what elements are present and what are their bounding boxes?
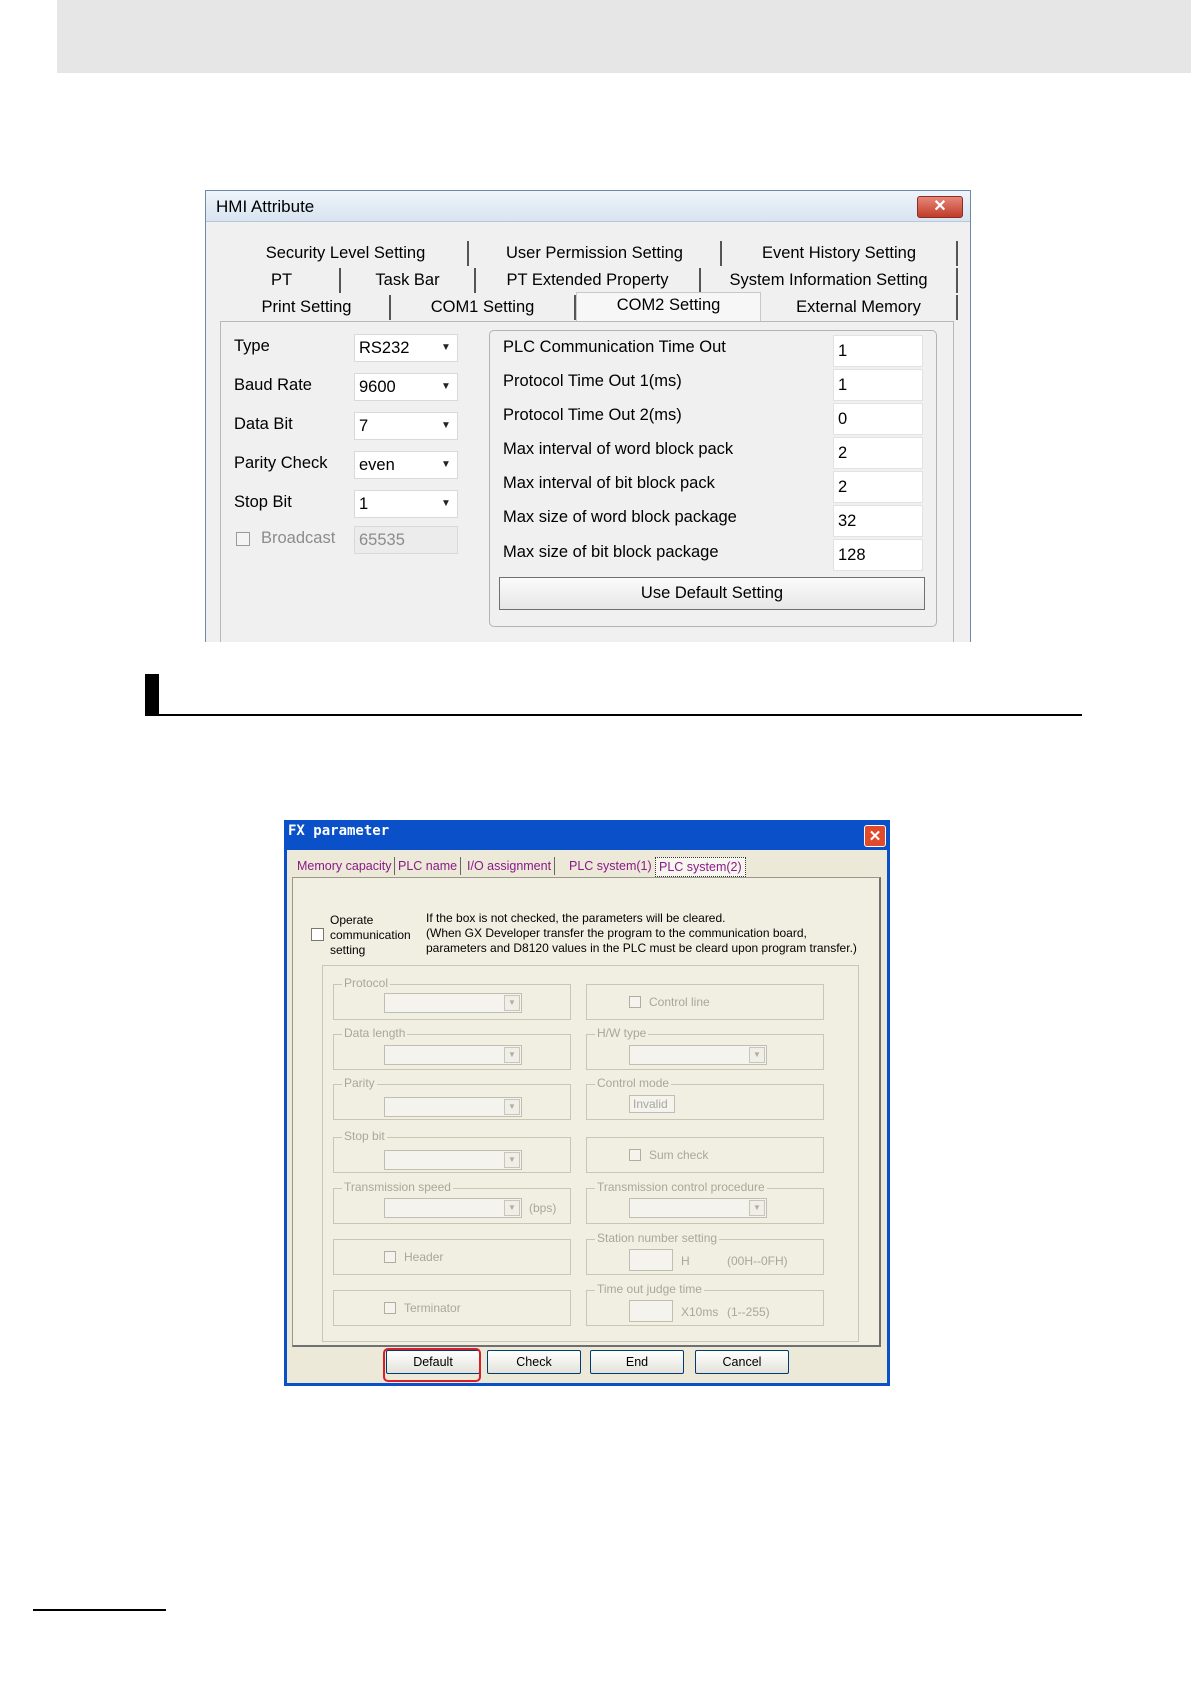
timeout-judge-input — [629, 1300, 673, 1322]
sum-check-group — [586, 1137, 824, 1173]
transmission-speed-group — [333, 1180, 571, 1224]
data-bit-value: 7 — [359, 417, 369, 435]
chevron-down-icon[interactable]: ▼ — [441, 342, 451, 353]
section-heading-marker — [145, 674, 159, 716]
hw-type-label: H/W type — [597, 1026, 647, 1040]
tab-plc-name[interactable]: PLC name — [395, 857, 461, 875]
note-line: parameters and D8120 values in the PLC must be cleard upon program transfer.) — [426, 941, 857, 955]
note-line: If the box is not checked, the parameters will be cleared. — [426, 911, 726, 925]
parity-check-value: even — [359, 456, 395, 474]
tab-event-history-setting[interactable]: Event History Setting — [722, 241, 958, 266]
plc-comm-timeout-input[interactable]: 1 — [833, 335, 923, 367]
tab-print-setting[interactable]: Print Setting — [224, 295, 391, 320]
sum-check-label: Sum check — [649, 1148, 709, 1162]
end-button[interactable]: End — [590, 1350, 684, 1374]
stop-bit-label: Stop Bit — [234, 493, 292, 511]
station-number-group — [586, 1231, 824, 1275]
transmission-speed-select — [384, 1198, 522, 1218]
parity-label: Parity — [344, 1076, 375, 1090]
baud-rate-label: Baud Rate — [234, 376, 312, 394]
broadcast-field — [354, 526, 458, 554]
tab-system-information-setting[interactable]: System Information Setting — [701, 268, 958, 293]
control-mode-label: Control mode — [597, 1076, 670, 1090]
max-size-bit-input[interactable]: 128 — [833, 539, 923, 571]
fx-window-body — [287, 850, 887, 1383]
tab-pt-extended-property[interactable]: PT Extended Property — [476, 268, 701, 293]
tab-external-memory[interactable]: External Memory — [761, 295, 958, 320]
section-heading-rule — [145, 714, 1082, 716]
hmi-title-bar — [206, 191, 970, 222]
max-size-word-label: Max size of word block package — [503, 508, 737, 526]
data-length-select — [384, 1045, 522, 1065]
chevron-down-icon: ▼ — [504, 1047, 520, 1063]
protocol-timeout-1-input[interactable]: 1 — [833, 369, 923, 401]
sum-check-checkbox — [629, 1149, 641, 1161]
operate-label-line: Operate — [330, 913, 374, 927]
data-bit-label: Data Bit — [234, 415, 293, 433]
chevron-down-icon[interactable]: ▼ — [441, 420, 451, 431]
plc-system-2-panel — [292, 877, 881, 1347]
max-interval-word-input[interactable]: 2 — [833, 437, 923, 469]
type-select[interactable] — [354, 334, 458, 362]
bps-unit: (bps) — [529, 1201, 557, 1215]
max-interval-bit-input[interactable]: 2 — [833, 471, 923, 503]
chevron-down-icon: ▼ — [749, 1200, 765, 1216]
type-value: RS232 — [359, 339, 410, 357]
tab-user-permission-setting[interactable]: User Permission Setting — [469, 241, 722, 266]
tab-com1-setting[interactable]: COM1 Setting — [391, 295, 576, 320]
timeout-range: (1--255) — [727, 1305, 770, 1319]
chevron-down-icon[interactable]: ▼ — [441, 498, 451, 509]
tab-com2-setting[interactable]: COM2 Setting — [576, 292, 761, 321]
operate-label-line: setting — [330, 943, 366, 957]
hw-type-select — [629, 1045, 767, 1065]
chevron-down-icon: ▼ — [504, 1200, 520, 1216]
operate-communication-note — [426, 911, 857, 956]
parity-check-select[interactable] — [354, 451, 458, 479]
terminator-label: Terminator — [404, 1301, 461, 1315]
broadcast-label: Broadcast — [261, 529, 336, 547]
stop-bit-group — [333, 1129, 571, 1173]
tab-io-assignment[interactable]: I/O assignment — [464, 857, 555, 875]
control-line-group — [586, 984, 824, 1020]
operate-label-line: communication — [330, 928, 411, 942]
chevron-down-icon[interactable]: ▼ — [441, 381, 451, 392]
control-line-label: Control line — [649, 995, 710, 1009]
control-line-checkbox — [629, 996, 641, 1008]
tab-plc-system-2[interactable]: PLC system(2) — [655, 857, 746, 877]
use-default-setting-button[interactable]: Use Default Setting — [499, 577, 925, 610]
hw-type-group — [586, 1026, 824, 1070]
type-label: Type — [234, 337, 270, 355]
stop-bit-label: Stop bit — [344, 1129, 385, 1143]
transmission-control-label: Transmission control procedure — [597, 1180, 765, 1194]
control-mode-value: Invalid — [629, 1095, 675, 1113]
close-icon[interactable]: ✕ — [917, 196, 963, 218]
protocol-group — [333, 976, 571, 1020]
transmission-control-select — [629, 1198, 767, 1218]
terminator-checkbox — [384, 1302, 396, 1314]
plc-comm-timeout-label: PLC Communication Time Out — [503, 338, 726, 356]
transmission-speed-label: Transmission speed — [344, 1180, 451, 1194]
tab-plc-system-1[interactable]: PLC system(1) — [566, 857, 656, 875]
com2-settings-panel — [220, 321, 954, 642]
communication-settings-area — [322, 965, 859, 1342]
note-line: (When GX Developer transfer the program to the communication board, — [426, 926, 807, 940]
header-group — [333, 1239, 571, 1275]
default-button[interactable]: Default — [386, 1350, 480, 1374]
stop-bit-value: 1 — [359, 495, 369, 513]
hmi-attribute-window — [205, 190, 971, 642]
parity-group — [333, 1076, 571, 1120]
chevron-down-icon: ▼ — [504, 1152, 520, 1168]
protocol-select — [384, 993, 522, 1013]
tab-task-bar[interactable]: Task Bar — [341, 268, 476, 293]
data-length-label: Data length — [344, 1026, 406, 1040]
control-mode-group — [586, 1076, 824, 1120]
operate-communication-label — [330, 913, 411, 958]
transmission-control-group — [586, 1180, 824, 1224]
operate-communication-checkbox[interactable] — [311, 928, 324, 941]
station-number-input — [629, 1249, 673, 1271]
fx-parameter-window — [284, 820, 890, 1386]
protocol-timeout-1-label: Protocol Time Out 1(ms) — [503, 372, 682, 390]
max-size-bit-label: Max size of bit block package — [503, 543, 719, 561]
station-number-label: Station number setting — [597, 1231, 718, 1245]
baud-rate-value: 9600 — [359, 378, 396, 396]
check-button[interactable]: Check — [487, 1350, 581, 1374]
protocol-timeout-2-label: Protocol Time Out 2(ms) — [503, 406, 682, 424]
broadcast-value: 65535 — [359, 531, 405, 549]
baud-rate-select[interactable] — [354, 373, 458, 401]
chevron-down-icon: ▼ — [504, 1099, 520, 1115]
default-button-highlight — [383, 1348, 481, 1382]
parity-select — [384, 1097, 522, 1117]
max-interval-bit-label: Max interval of bit block pack — [503, 474, 715, 492]
max-size-word-input[interactable]: 32 — [833, 505, 923, 537]
timeout-unit: X10ms — [681, 1305, 719, 1319]
header-label: Header — [404, 1250, 444, 1264]
stop-bit-select — [384, 1150, 522, 1170]
data-bit-select[interactable] — [354, 412, 458, 440]
max-interval-word-label: Max interval of word block pack — [503, 440, 734, 458]
close-icon[interactable]: ✕ — [864, 825, 886, 847]
chevron-down-icon: ▼ — [504, 995, 520, 1011]
terminator-group — [333, 1290, 571, 1326]
tab-memory-capacity[interactable]: Memory capacity — [294, 857, 395, 875]
header-checkbox — [384, 1251, 396, 1263]
fx-window-title: FX parameter — [288, 823, 390, 839]
tab-security-level-setting[interactable]: Security Level Setting — [224, 241, 469, 266]
station-range: (00H--0FH) — [727, 1254, 788, 1268]
chevron-down-icon[interactable]: ▼ — [441, 459, 451, 470]
page-header-band — [57, 0, 1191, 73]
timeout-judge-label: Time out judge time — [597, 1282, 702, 1296]
tab-pt[interactable]: PT — [224, 268, 341, 293]
hmi-window-title: HMI Attribute — [216, 197, 315, 216]
timeout-judge-group — [586, 1282, 824, 1326]
stop-bit-select[interactable] — [354, 490, 458, 518]
broadcast-checkbox[interactable] — [236, 532, 250, 546]
data-length-group — [333, 1026, 571, 1070]
parity-check-label: Parity Check — [234, 454, 328, 472]
timeout-settings-group — [489, 330, 937, 627]
protocol-label: Protocol — [344, 976, 389, 990]
cancel-button[interactable]: Cancel — [695, 1350, 789, 1374]
station-unit: H — [681, 1254, 690, 1268]
chevron-down-icon: ▼ — [749, 1047, 765, 1063]
footer-rule — [33, 1609, 166, 1611]
protocol-timeout-2-input[interactable]: 0 — [833, 403, 923, 435]
